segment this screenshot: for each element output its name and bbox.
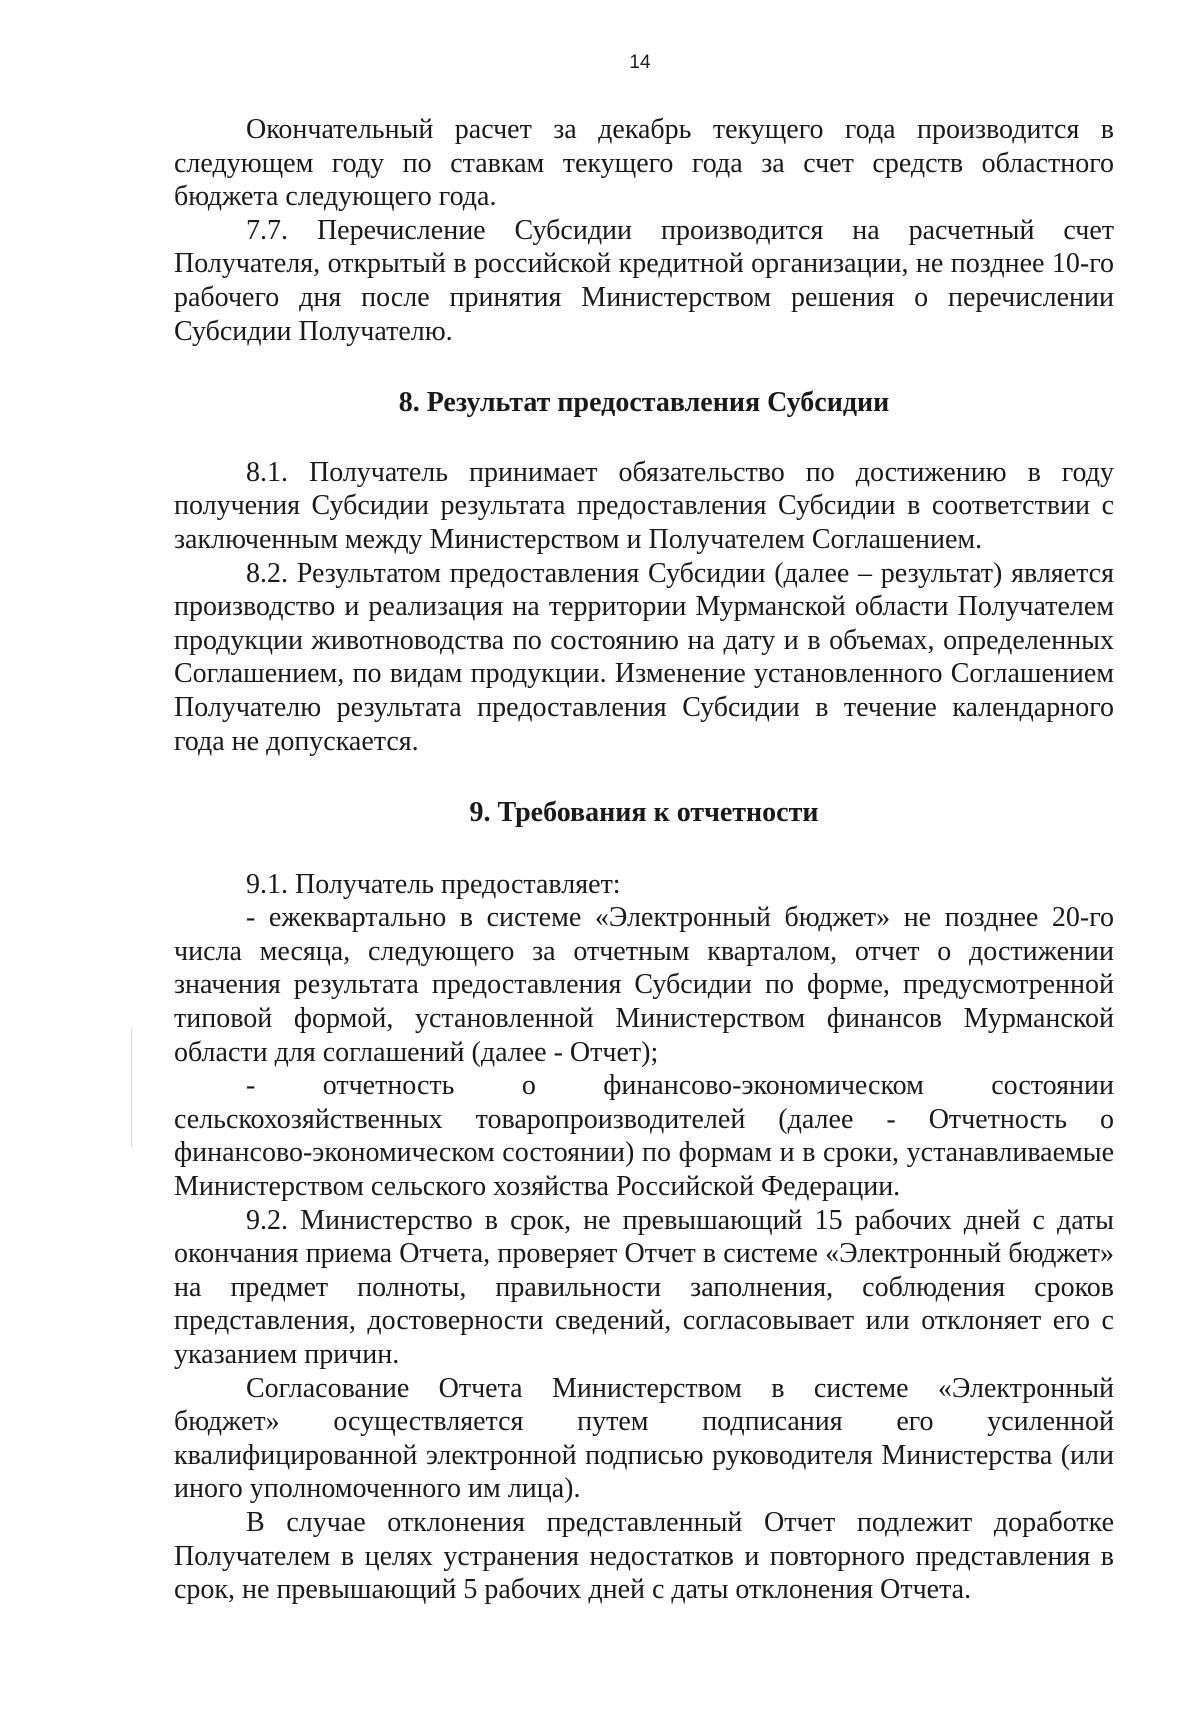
paragraph-9-2: 9.2. Министерство в срок, не превышающий 15 рабочих дней с даты окончания приема Отчета, проверяет Отчет в системе «Электронный бюджет» на предмет полноты, правильности заполнения, соблюдения сроков представления, достоверности сведений, согласовывает или отклоняет его с указанием причин. bbox=[174, 1204, 1114, 1370]
paragraph-report-rejection: В случае отклонения представленный Отчет подлежит доработке Получателем в целях устранения недостатков и повторного представления в срок, не превышающий 5 рабочих дней с даты отклонения Отчета. bbox=[174, 1506, 1114, 1606]
section-9-heading: 9. Требования к отчетности bbox=[469, 797, 819, 829]
paragraph-9-1: 9.1. Получатель предоставляет: bbox=[246, 868, 621, 900]
bullet-financial-reporting-first-line bbox=[246, 1069, 1114, 1103]
paragraph-7-7: 7.7. Перечисление Субсидии производится на расчетный счет Получателя, открытый в российской кредитной организации, не позднее 10-го рабочего дня после принятия Министерством решения о перечислении Субсидии Получателю. bbox=[174, 214, 1114, 347]
page-number: 14 bbox=[629, 52, 651, 73]
bullet-financial-reporting-rest: сельскохозяйственных товаропроизводителей (далее - Отчетность о финансово-экономическом состоянии) по формам и в сроки, устанавливаемые Министерством сельского хозяйства Российской Федерации. bbox=[174, 1103, 1114, 1203]
scan-artifact-line bbox=[131, 1027, 132, 1147]
paragraph-final-calculation: Окончательный расчет за декабрь текущего года производится в следующем году по ставкам текущего года за счет средств областного бюджета следующего года. bbox=[174, 114, 1114, 213]
paragraph-8-2: 8.2. Результатом предоставления Субсидии (далее – результат) является производство и реализация на территории Мурманской области Получателем продукции животноводства по состоянию на дату и в объемах, определенных Соглашением, по видам продукции. Изменение установленного Соглашением Получателю результата предоставления Субсидии в течение календарного года не допускается. bbox=[174, 557, 1114, 757]
bullet-word: состоянии bbox=[991, 1070, 1114, 1102]
bullet-quarterly-report: - ежеквартально в системе «Электронный бюджет» не позднее 20-го числа месяца, следующего за отчетным кварталом, отчет о достижении значения результата предоставления Субсидии по форме, предусмотренной типовой формой, установленной Министерством финансов Мурманской области для соглашений (далее - Отчет); bbox=[174, 902, 1114, 1068]
bullet-word: отчетность bbox=[322, 1070, 455, 1102]
paragraph-report-approval: Согласование Отчета Министерством в системе «Электронный бюджет» осуществляется путем подписания его усиленной квалифицированной электронной подписью руководителя Министерства (или иного уполномоченного им лица). bbox=[174, 1372, 1114, 1505]
section-8-heading: 8. Результат предоставления Субсидии bbox=[398, 387, 890, 419]
bullet-word: финансово-экономическом bbox=[603, 1070, 924, 1102]
paragraph-8-1: 8.1. Получатель принимает обязательство по достижению в году получения Субсидии результата предоставления Субсидии в соответствии с заключенным между Министерством и Получателем Соглашением. bbox=[174, 456, 1114, 555]
bullet-word: о bbox=[521, 1070, 536, 1102]
bullet-financial-reporting bbox=[174, 1069, 1114, 1103]
bullet-word: - bbox=[246, 1070, 256, 1102]
document-body bbox=[174, 113, 1114, 1607]
